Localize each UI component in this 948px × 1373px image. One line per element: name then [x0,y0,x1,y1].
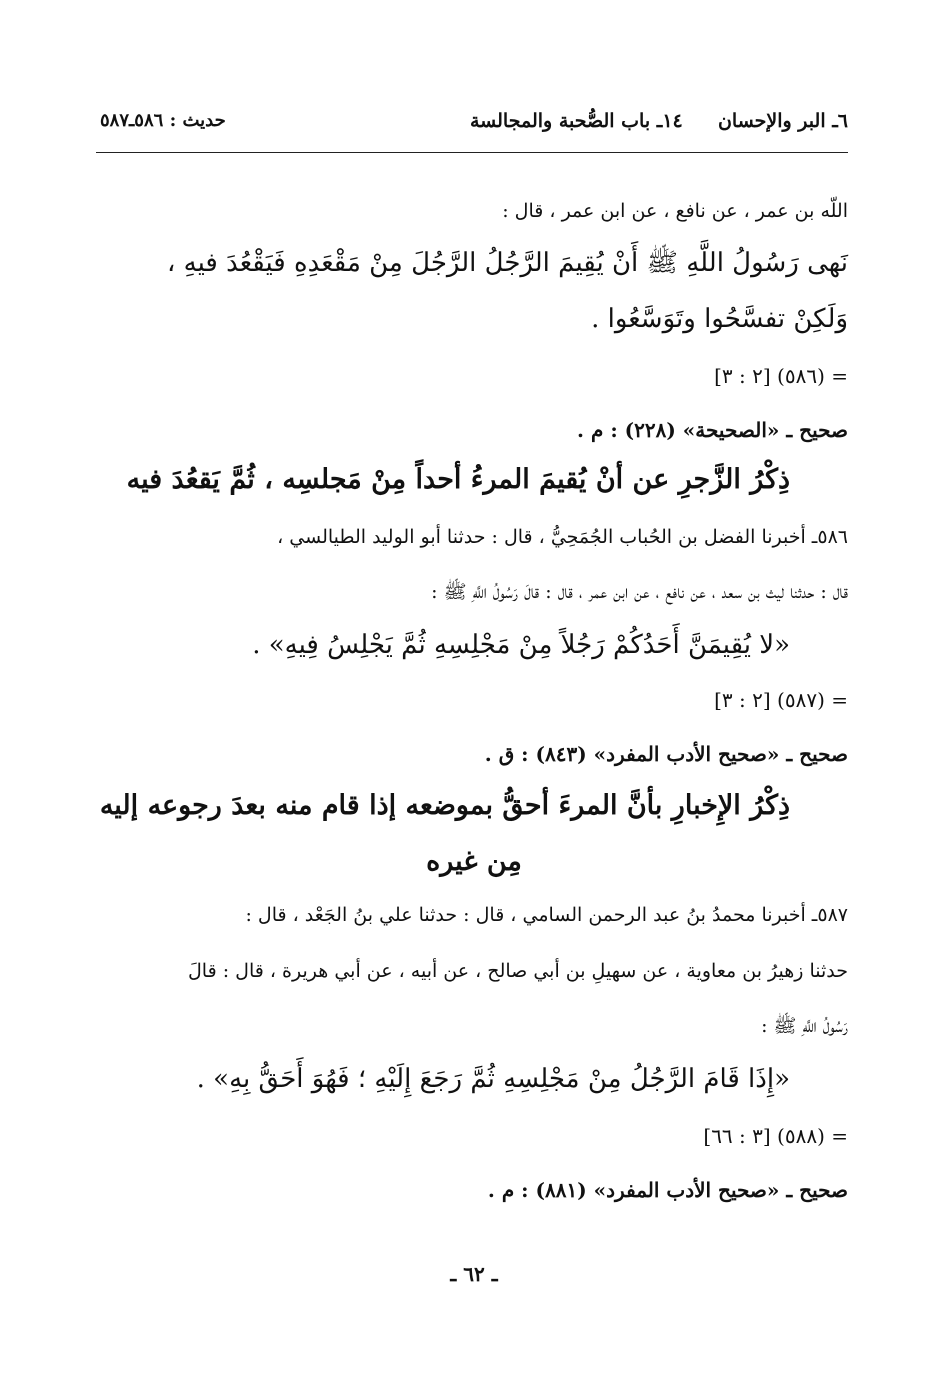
page-number: ـ ٦٢ ـ [450,1262,498,1286]
text-line: ٥٨٦ـ أخبرنا الفضل بن الحُباب الجُمَحِيُّ ، قال : حدثنا أبو الوليد الطيالسي ، [277,526,848,548]
header-rule [96,152,848,153]
hadith-text: نَهى رَسُولُ اللَّهِ ﷺ أَنْ يُقِيمَ الرَّجُلُ الرَّجُلَ مِنْ مَقْعَدِهِ فَيَقْعُدَ فيهِ ، [166,248,848,278]
text-line: حدثنا زهيرُ بن معاوية ، عن سهيلِ بن أبي صالح ، عن أبيه ، عن أبي هريرة ، قال : قالَ [188,960,848,982]
reference-line: = (٥٨٦) [٢ : ٣] [714,364,848,388]
text-line: قال : حدثنا ليث بن سعد ، عن نافع ، عن ابن عمر ، قال : قالَ رَسُولُ اللَّهِ ﷺ : [431,581,848,603]
grading-line: صحيح ـ «صحيح الأدب المفرد» (٨٨١) : م . [487,1178,848,1202]
header-chapter: ٦ـ البر والإحسان [717,110,848,132]
chapter-title-continued: مِن غيره [426,846,522,877]
hadith-text: «لا يُقِيمَنَّ أَحَدُكُمْ رَجُلاً مِنْ مَجْلِسِهِ ثُمَّ يَجْلِسُ فِيهِ» . [252,630,790,660]
chapter-title: ذِكْرُ الإِخبارِ بأنَّ المرءَ أحقُّ بموضعه إذا قام منه بعدَ رجوعه إليه [99,790,790,821]
hadith-text: «إِذَا قَامَ الرَّجُلُ مِنْ مَجْلِسِهِ ثُمَّ رَجَعَ إِلَيْهِ ؛ فَهُوَ أَحَقُّ بِهِ» . [196,1064,790,1094]
text-line: اللّه بن عمر ، عن نافع ، عن ابن عمر ، قال : [502,200,848,222]
header-section: ١٤ـ باب الصُّحبة والمجالسة [470,110,683,132]
grading-line: صحيح ـ «صحيح الأدب المفرد» (٨٤٣) : ق . [484,742,848,766]
header-hadith-range: حديث : ٥٨٦ـ٥٨٧ [100,110,226,131]
grading-line: صحيح ـ «الصحيحة» (٢٢٨) : م . [577,418,848,442]
text-line: ٥٨٧ـ أخبرنا محمدُ بنُ عبد الرحمن السامي ، قال : حدثنا علي بنُ الجَعْد ، قال : [245,904,848,926]
chapter-title: ذِكْرُ الزَّجرِ عن أنْ يُقيمَ المرءُ أحداً مِنْ مَجلسِه ، ثُمَّ يَقعُدَ فيه [126,464,790,495]
text-line: رَسُولُ اللَّهِ ﷺ : [761,1015,848,1037]
reference-line: = (٥٨٧) [٢ : ٣] [714,688,848,712]
reference-line: = (٥٨٨) [٣ : ٦٦] [703,1124,848,1148]
hadith-text: وَلَكِنْ تفسَّحُوا وتَوَسَّعُوا . [591,304,848,334]
